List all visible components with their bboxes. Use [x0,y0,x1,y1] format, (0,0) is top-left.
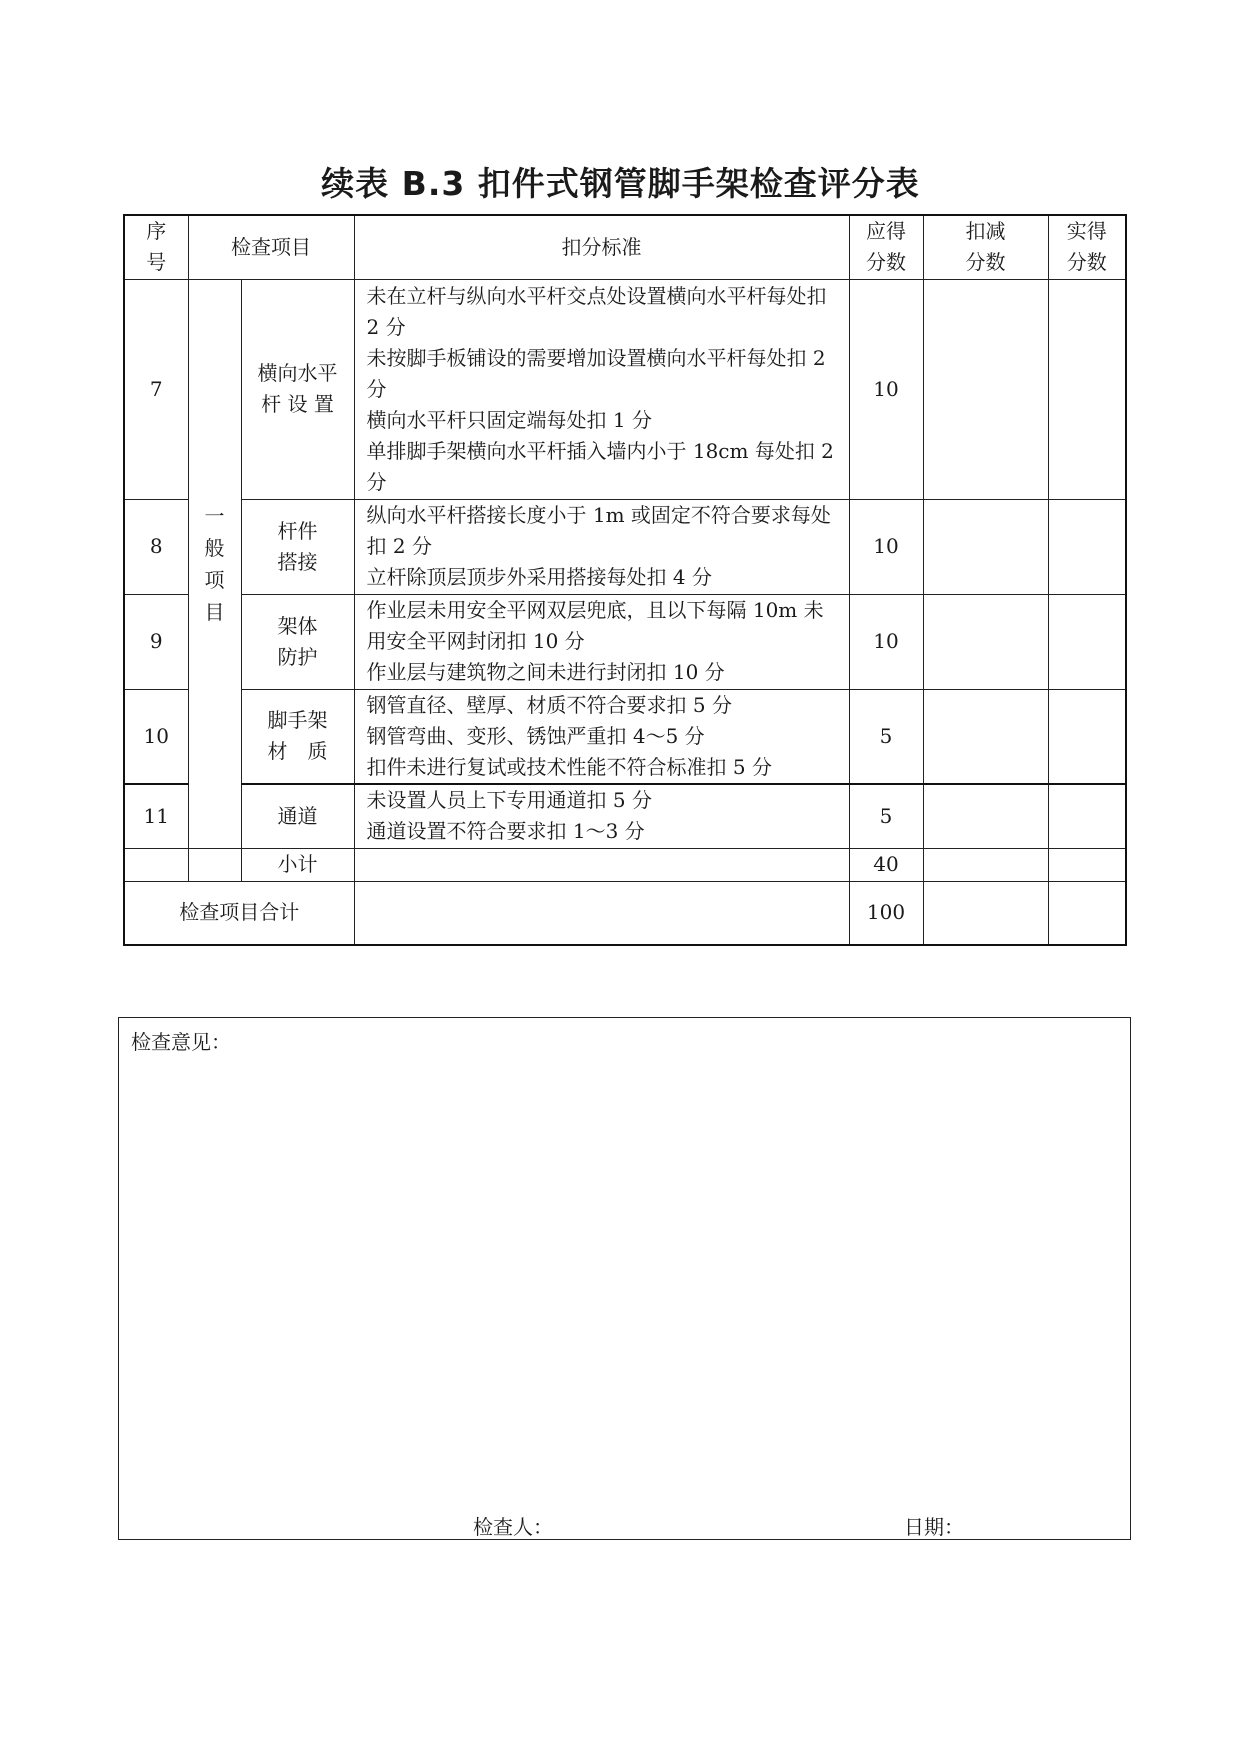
header-actual-text: 实得 分数 [1066,219,1107,275]
row-item [241,499,354,594]
total-actual [1048,881,1126,945]
subtotal-due: 40 [849,848,923,881]
row-actual [1048,689,1126,784]
header-standard: 扣分标准 [354,215,849,279]
standard-line: 横向水平杆只固定端每处扣 1 分 [366,407,652,432]
row-seq: 9 [124,594,188,689]
row-actual [1048,279,1126,499]
group-cell [188,279,241,848]
header-seq [124,215,188,279]
header-seq-text: 序 号 [146,219,167,275]
row-seq: 7 [124,279,188,499]
row-due: 5 [849,784,923,848]
standard-line: 未设置人员上下专用通道扣 5 分 [366,788,652,813]
standard-line: 立杆除顶层顶步外采用搭接每处扣 4 分 [366,565,712,589]
table-row [124,784,1126,848]
row-item-text: 杆件 搭接 [277,518,318,574]
inspector-label: 检查人： [473,1515,553,1539]
row-item [241,784,354,848]
header-row [124,215,1126,279]
standard-line: 扣件未进行复试或技术性能不符合标准扣 5 分 [366,754,772,779]
standard-line: 钢管直径、壁厚、材质不符合要求扣 5 分 [366,692,732,717]
row-item-text: 横向水平 杆 设 置 [257,361,338,416]
standard-line: 纵向水平杆搭接长度小于 1m 或固定不符合要求每处扣 2 分 [366,503,831,558]
table-row [124,689,1126,784]
row-standard [354,784,849,848]
row-standard [354,499,849,594]
row-due: 10 [849,594,923,689]
row-deduct [923,499,1048,594]
standard-line: 通道设置不符合要求扣 1～3 分 [366,819,645,844]
table-row [124,499,1126,594]
standard-line: 未按脚手板铺设的需要增加设置横向水平杆每处扣 2 分 [366,345,826,401]
row-standard [354,279,849,499]
row-deduct [923,279,1048,499]
date-label: 日期： [904,1515,964,1539]
standard-line: 单排脚手架横向水平杆插入墙内小于 18cm 每处扣 2 分 [366,438,834,494]
opinion-label: 检查意见： [131,1030,231,1054]
row-seq: 11 [124,784,188,848]
row-item [241,279,354,499]
row-item [241,689,354,784]
header-deduct-text: 扣减 分数 [965,219,1006,275]
row-actual [1048,784,1126,848]
group-label: 一 般 项 目 [204,503,225,624]
total-due: 100 [849,881,923,945]
row-item-text: 通道 [277,803,318,828]
row-deduct [923,594,1048,689]
scoring-table [123,214,1127,946]
standard-line: 未在立杆与纵向水平杆交点处设置横向水平杆每处扣 2 分 [366,283,827,339]
row-item-text: 脚手架 材 质 [267,708,328,764]
row-seq: 10 [124,689,188,784]
inspection-opinion-box [118,1017,1131,1540]
total-deduct [923,881,1048,945]
total-row [124,881,1126,945]
subtotal-actual [1048,848,1126,881]
subtotal-label: 小计 [241,848,354,881]
row-deduct [923,784,1048,848]
header-deduct [923,215,1048,279]
header-actual [1048,215,1126,279]
row-actual [1048,594,1126,689]
page-title: 续表 B.3 扣件式钢管脚手架检查评分表 [321,164,920,203]
row-due: 10 [849,499,923,594]
subtotal-standard [354,848,849,881]
header-due-text: 应得 分数 [866,219,906,275]
subtotal-group [188,848,241,881]
row-due: 10 [849,279,923,499]
standard-line: 作业层未用安全平网双层兜底，且以下每隔 10m 未用安全平网封闭扣 10 分 [366,598,824,653]
row-standard [354,689,849,784]
subtotal-seq [124,848,188,881]
row-item-text: 架体 防护 [277,613,318,669]
row-standard [354,594,849,689]
subtotal-row [124,848,1126,881]
standard-line: 作业层与建筑物之间未进行封闭扣 10 分 [366,660,725,684]
row-deduct [923,689,1048,784]
header-item: 检查项目 [188,215,354,279]
standard-line: 钢管弯曲、变形、锈蚀严重扣 4～5 分 [366,723,705,748]
row-item [241,594,354,689]
row-actual [1048,499,1126,594]
table-row [124,279,1126,499]
row-due: 5 [849,689,923,784]
total-label: 检查项目合计 [124,881,354,945]
total-standard [354,881,849,945]
header-due [849,215,923,279]
subtotal-deduct [923,848,1048,881]
row-seq: 8 [124,499,188,594]
table-row [124,594,1126,689]
